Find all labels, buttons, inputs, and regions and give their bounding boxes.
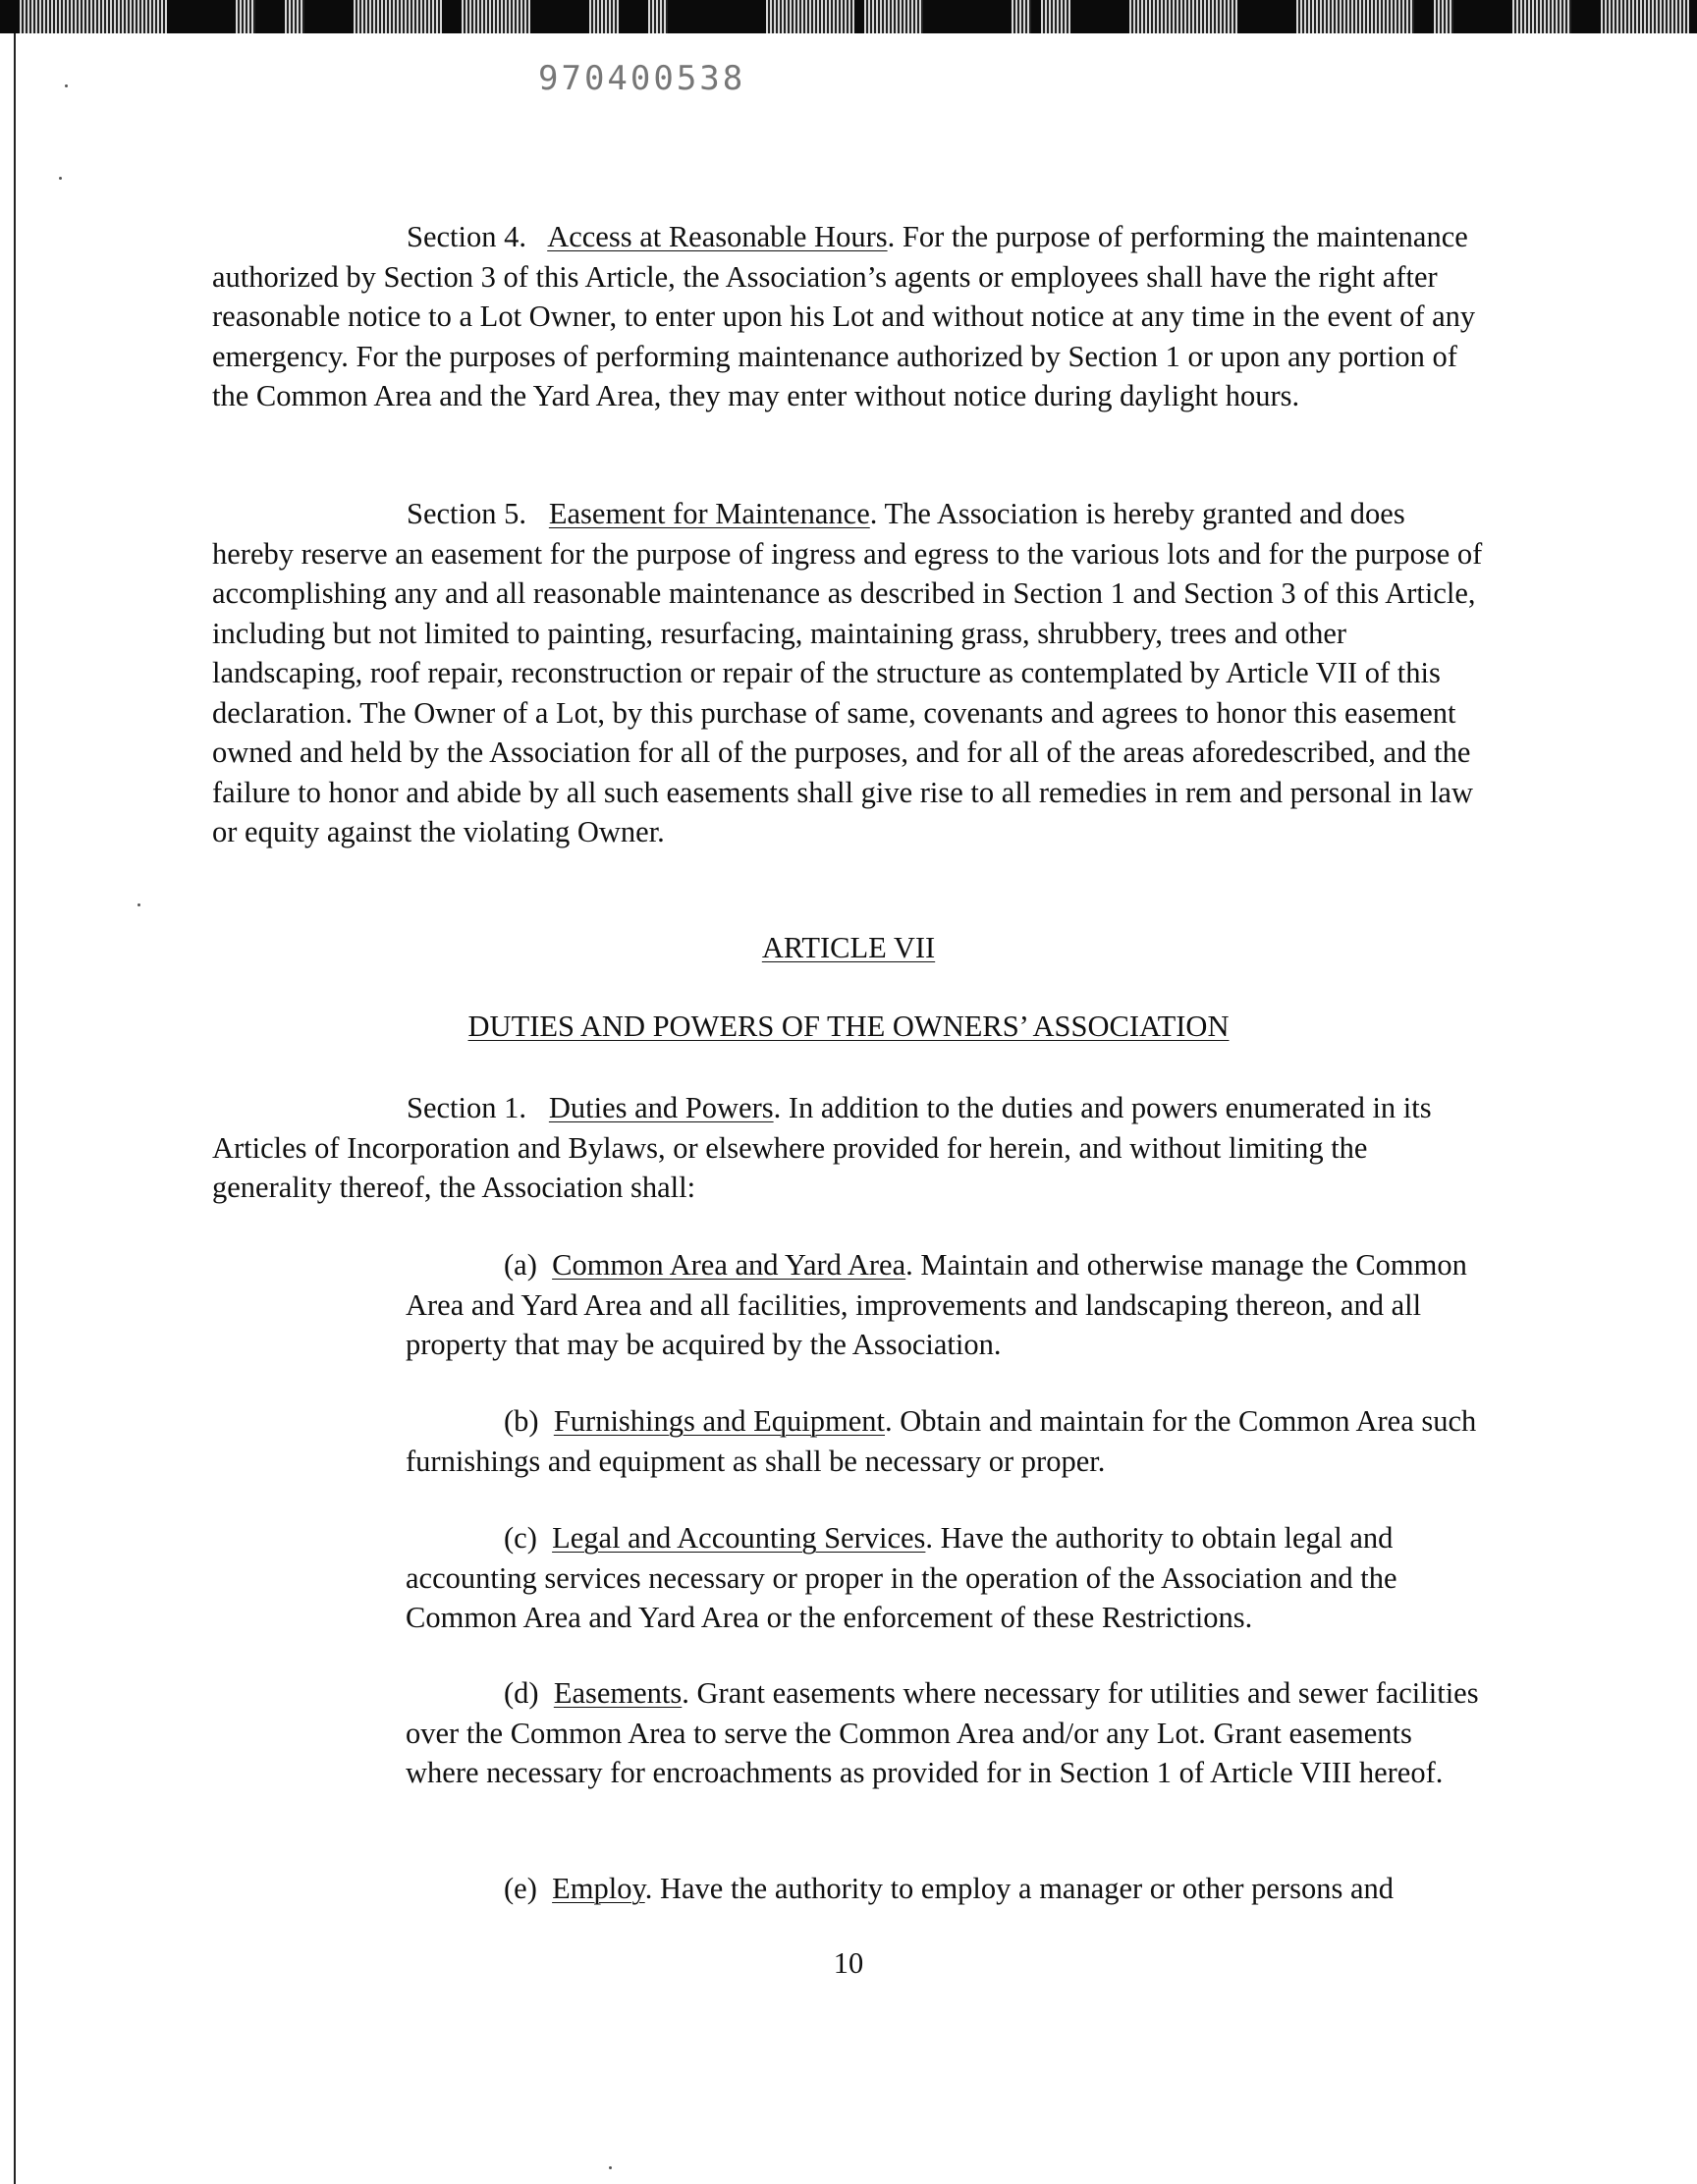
section-4-title: Access at Reasonable Hours <box>547 220 888 253</box>
page-number: 10 <box>833 1946 864 1980</box>
article-section-1-title: Duties and Powers <box>548 1091 774 1124</box>
list-item-d <box>406 1673 1486 1793</box>
scan-speck <box>137 903 140 906</box>
list-item-c-label: (c) <box>504 1521 537 1555</box>
list-item-d-title: Easements <box>553 1676 683 1710</box>
list-item-b-text: . Obtain and maintain for the Common Area such furnishings and equipment as shall be necessary or proper. <box>406 1404 1477 1478</box>
article-title-heading <box>0 1007 1697 1046</box>
list-item-a-text: . Maintain and otherwise manage the Common Area and Yard Area and all facilities, improvements and landscaping thereon, and all property that may be acquired by the Association. <box>406 1248 1467 1361</box>
list-item-a-label: (a) <box>504 1248 537 1282</box>
list-item-d-text: . Grant easements where necessary for utilities and sewer facilities over the Common Area to serve the Common Area and/or any Lot. Grant easements where necessary for encroachments as provided for in Section 1 of Article VIII hereof. <box>406 1676 1479 1789</box>
list-item-a-title: Common Area and Yard Area <box>552 1248 906 1282</box>
section-5-text: . The Association is hereby granted and does hereby reserve an easement for the purpose of ingress and egress to the various lots and for the purpose of accomplishing any and all reasonable maintenance as described in Section 1 and Section 3 of this Article, including but not limited to painting, resurfacing, maintaining grass, shrubbery, trees and other landscaping, roof repair, reconstruction or repair of the structure as contemplated by Article VII of this declaration. The Owner of a Lot, by this purchase of same, covenants and agrees to honor this easement owned and held by the Association for all of the purposes, and for all of the areas aforedescribed, and the failure to honor and abide by all such easements shall give rise to all remedies in rem and personal in law or equity against the violating Owner. <box>212 497 1483 848</box>
list-item-c-text: . Have the authority to obtain legal and accounting services necessary or proper in the operation of the Association and the Common Area and Yard Area or the enforcement of these Restrictions. <box>406 1521 1397 1634</box>
list-item-d-label: (d) <box>504 1676 539 1710</box>
list-item-e-text: . Have the authority to employ a manager or other persons and <box>644 1872 1394 1905</box>
article-number: ARTICLE VII <box>761 931 936 964</box>
scan-speck <box>59 177 62 180</box>
section-4-text: . For the purpose of performing the maintenance authorized by Section 3 of this Article, the Association’s agents or employees shall have the right after reasonable notice to a Lot Owner, to enter upon his Lot and without notice at any time in the event of any emergency. For the purposes of performing maintenance authorized by Section 1 or upon any portion of the Common Area and the Yard Area, they may enter without notice during daylight hours. <box>212 220 1476 412</box>
section-4-number: Section 4. <box>407 220 526 253</box>
list-item-b-title: Furnishings and Equipment <box>553 1404 886 1438</box>
section-5-number: Section 5. <box>407 497 526 530</box>
article-section-1-paragraph <box>212 1088 1489 1208</box>
article-section-1-text: . In addition to the duties and powers enumerated in its Articles of Incorporation and Bylaws, or elsewhere provided for herein, and without limiting the generality thereof, the Association shall: <box>212 1091 1432 1204</box>
list-item-a <box>406 1245 1486 1365</box>
scan-speck <box>65 84 68 87</box>
section-4-paragraph <box>212 217 1489 416</box>
document-stamp-number: 970400538 <box>538 59 746 98</box>
article-title: DUTIES AND POWERS OF THE OWNERS’ ASSOCIATION <box>467 1010 1230 1043</box>
list-item-c-title: Legal and Accounting Services <box>552 1521 926 1555</box>
list-item-e-label: (e) <box>504 1872 537 1905</box>
list-item-b <box>406 1401 1486 1481</box>
scan-speck <box>609 2166 612 2169</box>
list-item-e <box>406 1869 1486 1909</box>
article-section-1-number: Section 1. <box>407 1091 526 1124</box>
article-heading <box>0 928 1697 967</box>
section-5-paragraph <box>212 494 1489 852</box>
list-item-e-title: Employ <box>552 1872 645 1905</box>
list-item-b-label: (b) <box>504 1404 539 1438</box>
list-item-c <box>406 1518 1486 1638</box>
section-5-title: Easement for Maintenance <box>548 497 870 530</box>
